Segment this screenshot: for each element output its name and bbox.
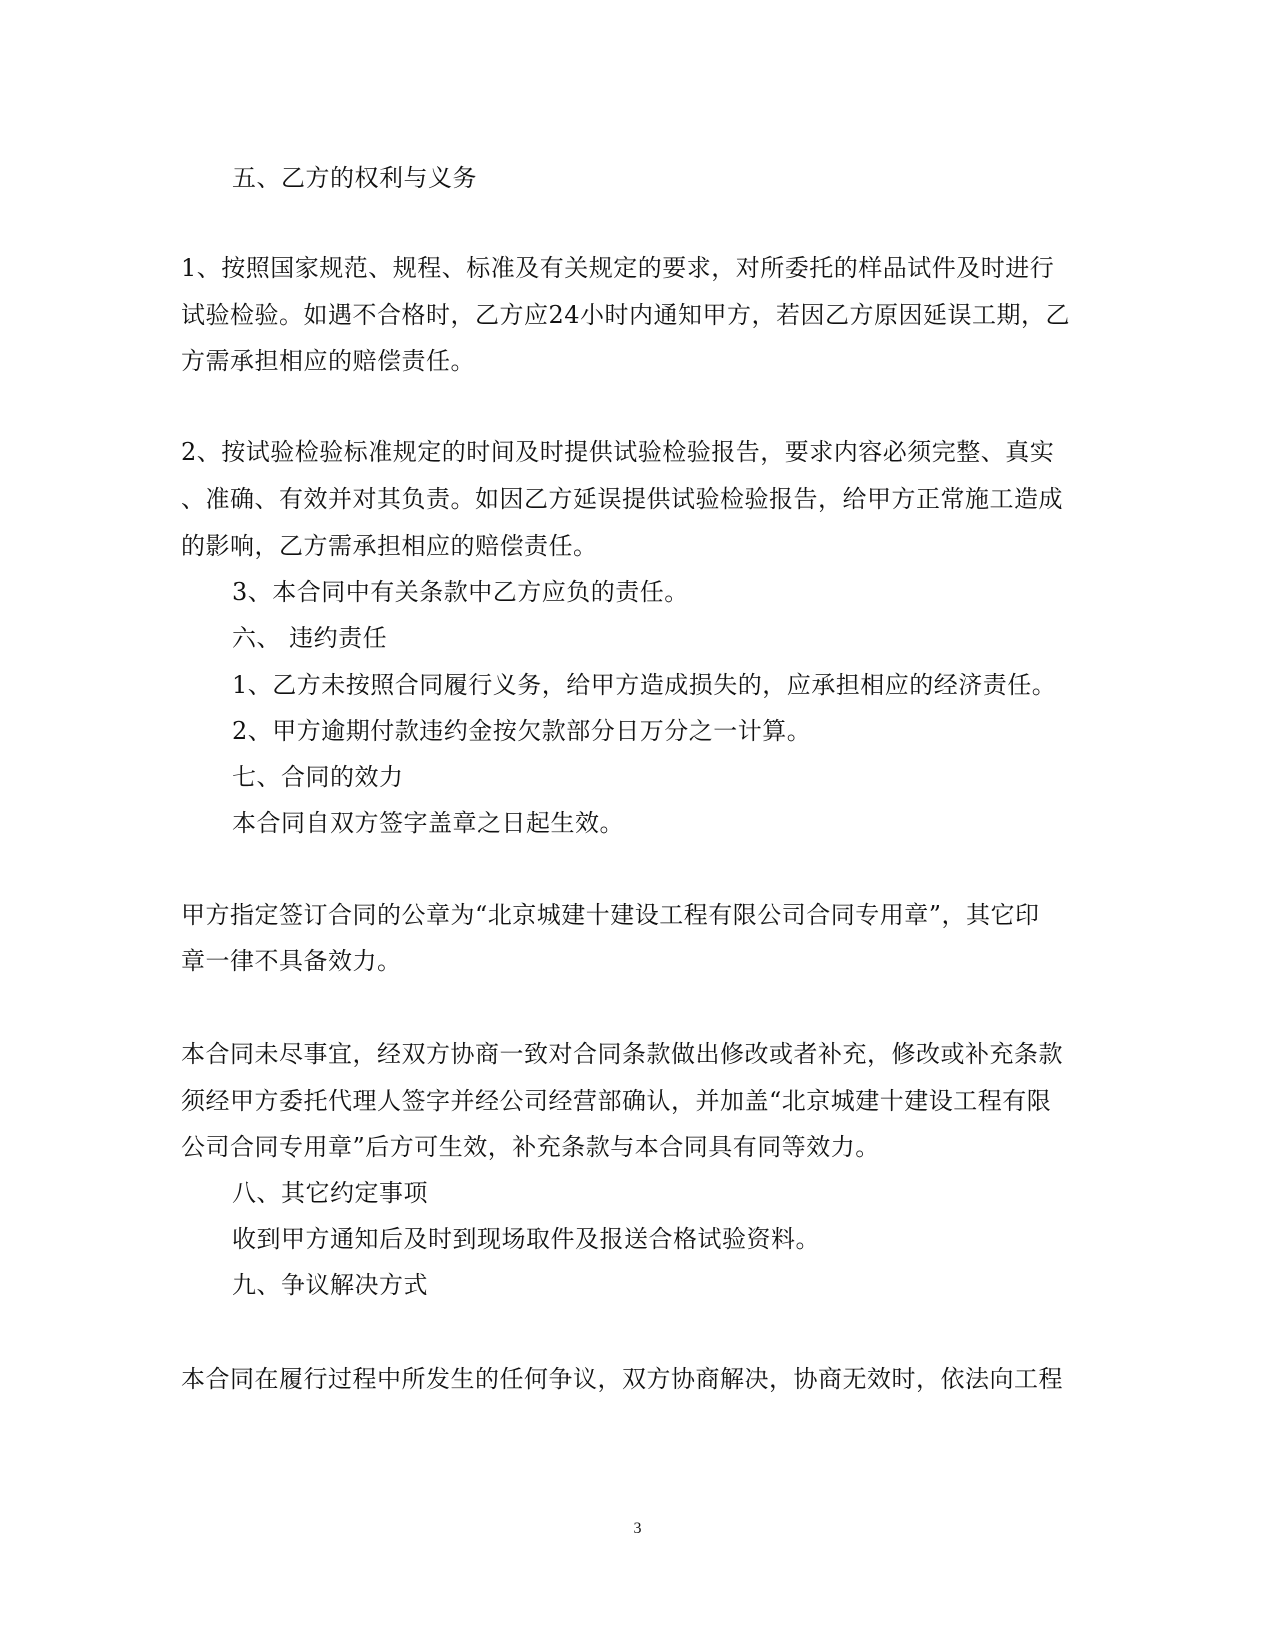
paragraph-line: 甲方指定签订合同的公章为“北京城建十建设工程有限公司合同专用章”，其它印 bbox=[181, 901, 1040, 929]
paragraph-line: 3、本合同中有关条款中乙方应负的责任。 bbox=[232, 578, 689, 606]
page-number: 3 bbox=[633, 1520, 642, 1537]
paragraph-line: 的影响，乙方需承担相应的赔偿责任。 bbox=[181, 532, 598, 560]
paragraph-line: 2、按试验检验标准规定的时间及时提供试验检验报告，要求内容必须完整、真实 bbox=[181, 438, 1055, 466]
paragraph-line: 公司合同专用章”后方可生效，补充条款与本合同具有同等效力。 bbox=[181, 1133, 880, 1161]
paragraph-line: 收到甲方通知后及时到现场取件及报送合格试验资料。 bbox=[232, 1225, 820, 1253]
paragraph-line: 1、按照国家规范、规程、标准及有关规定的要求，对所委托的样品试件及时进行 bbox=[181, 254, 1055, 282]
paragraph-line: 须经甲方委托代理人签字并经公司经营部确认，并加盖“北京城建十建设工程有限 bbox=[181, 1087, 1052, 1115]
paragraph-line: 方需承担相应的赔偿责任。 bbox=[181, 347, 475, 375]
section-heading-seven: 七、合同的效力 bbox=[232, 763, 404, 791]
paragraph-line: 章一律不具备效力。 bbox=[181, 947, 402, 975]
paragraph-line: 试验检验。如遇不合格时，乙方应24小时内通知甲方，若因乙方原因延误工期，乙 bbox=[181, 301, 1071, 329]
section-heading-eight: 八、其它约定事项 bbox=[232, 1179, 428, 1207]
paragraph-line: 、准确、有效并对其负责。如因乙方延误提供试验检验报告，给甲方正常施工造成 bbox=[181, 485, 1063, 513]
paragraph-line: 1、乙方未按照合同履行义务，给甲方造成损失的，应承担相应的经济责任。 bbox=[232, 671, 1057, 699]
paragraph-line: 本合同在履行过程中所发生的任何争议，双方协商解决，协商无效时，依法向工程 bbox=[181, 1365, 1063, 1393]
section-heading-nine: 九、争议解决方式 bbox=[232, 1271, 428, 1299]
section-heading-six: 六、 违约责任 bbox=[232, 624, 388, 652]
paragraph-line: 2、甲方逾期付款违约金按欠款部分日万分之一计算。 bbox=[232, 717, 812, 745]
section-heading-five: 五、乙方的权利与义务 bbox=[232, 164, 477, 192]
paragraph-line: 本合同未尽事宜，经双方协商一致对合同条款做出修改或者补充，修改或补充条款 bbox=[181, 1040, 1063, 1068]
paragraph-line: 本合同自双方签字盖章之日起生效。 bbox=[232, 809, 624, 837]
